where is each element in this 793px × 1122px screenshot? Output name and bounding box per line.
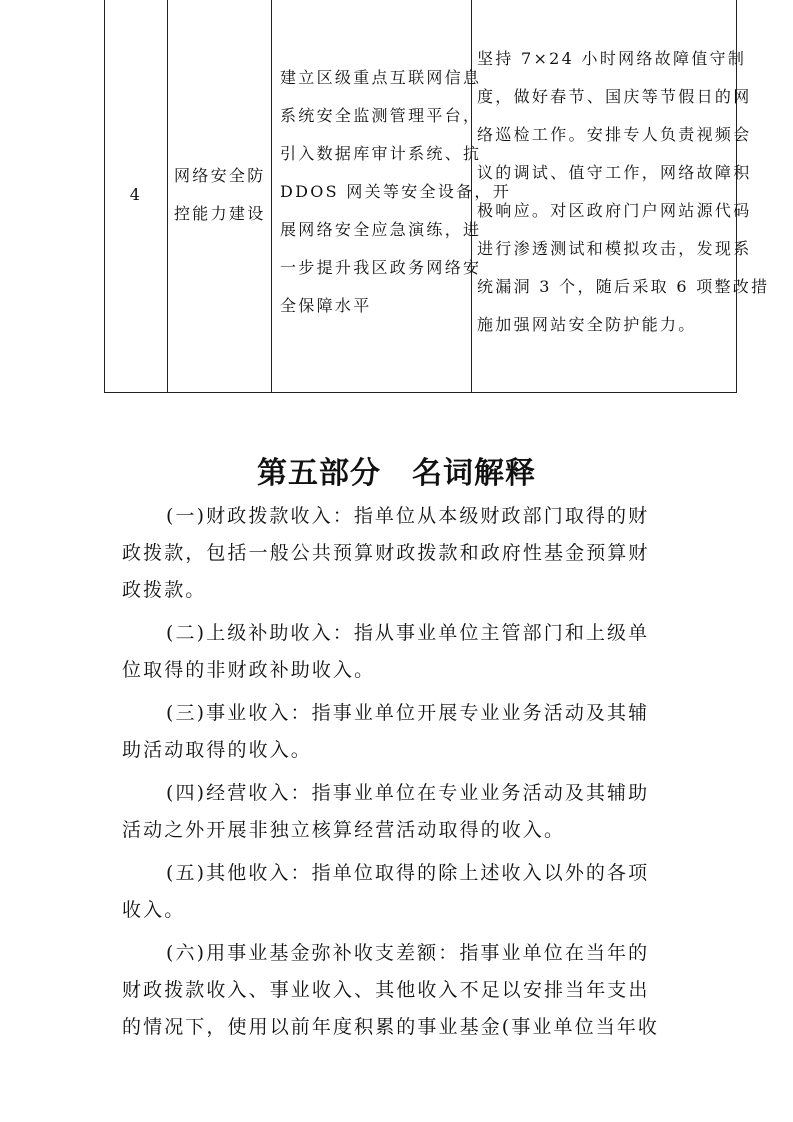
paragraph-line: (三)事业收入：指事业单位开展专业业务活动及其辅 (166, 702, 650, 724)
definition-paragraph (122, 498, 662, 609)
cell-text-line: 议的调试、值守工作，网络故障积 (477, 163, 752, 182)
cell-text-line: 全保障水平 (280, 296, 372, 315)
definition-paragraph (122, 775, 662, 849)
cell-text-line: 建立区级重点互联网信息 (280, 68, 482, 87)
cell-text-line: 坚持 7×24 小时网络故障值守制 (477, 49, 747, 68)
cell-text-line: 网络安全防 (174, 166, 266, 185)
paragraph-line: 活动之外开展非独立核算经营活动取得的收入。 (122, 819, 566, 841)
paragraph-line: 收入。 (122, 899, 186, 921)
cell-text-line: 进行渗透测试和模拟攻击，发现系 (477, 239, 752, 258)
cell-text-line: 引入数据库审计系统、抗 (280, 144, 482, 163)
cell-text-line: 络巡检工作。安排专人负责视频会 (477, 125, 752, 144)
row-number: 4 (129, 185, 143, 204)
definitions-body (122, 498, 662, 1052)
section-title: 第五部分 名词解释 (257, 456, 536, 491)
cell-text-line: 统漏洞 3 个，随后采取 6 项整改措 (477, 277, 770, 296)
cell-text-line: 一步提升我区政务网络安 (280, 258, 482, 277)
row-number-cell (105, 0, 167, 392)
paragraph-line: (二)上级补助收入：指从事业单位主管部门和上级单 (166, 622, 650, 644)
paragraph-line: (四)经营收入：指事业单位在专业业务活动及其辅助 (166, 782, 650, 804)
paragraph-line: 财政拨款收入、事业收入、其他收入不足以安排当年支出 (122, 979, 650, 1001)
cell-text-line: 控能力建设 (174, 204, 266, 223)
paragraph-line: (一)财政拨款收入：指单位从本级财政部门取得的财 (166, 505, 650, 527)
definition-paragraph (122, 935, 662, 1046)
paragraph-line: (六)用事业基金弥补收支差额：指事业单位在当年的 (166, 942, 650, 964)
project-name-cell (174, 0, 271, 392)
definition-paragraph (122, 615, 662, 689)
cell-text-line: 施加强网站安全防护能力。 (477, 315, 697, 334)
column-divider (271, 0, 272, 392)
project-table (104, 0, 770, 393)
paragraph-line: 位取得的非财政补助收入。 (122, 659, 376, 681)
column-divider (167, 0, 168, 392)
cell-text-line: 度，做好春节、国庆等节假日的网 (477, 87, 752, 106)
definition-paragraph (122, 695, 662, 769)
paragraph-line: (五)其他收入：指单位取得的除上述收入以外的各项 (166, 862, 650, 884)
paragraph-line: 政拨款，包括一般公共预算财政拨款和政府性基金预算财 (122, 542, 650, 564)
paragraph-line: 政拨款。 (122, 579, 207, 601)
paragraph-line: 的情况下，使用以前年度积累的事业基金(事业单位当年收 (122, 1016, 660, 1038)
project-result-cell (477, 0, 770, 392)
cell-text-line: 展网络安全应急演练，进 (280, 220, 482, 239)
cell-text-line: DDOS 网关等安全设备，开 (280, 182, 512, 201)
definition-paragraph (122, 855, 662, 929)
cell-text-line: 系统安全监测管理平台， (280, 106, 482, 125)
paragraph-line: 助活动取得的收入。 (122, 739, 312, 761)
project-goal-cell (280, 0, 512, 392)
cell-text-line: 极响应。对区政府门户网站源代码 (477, 201, 752, 220)
